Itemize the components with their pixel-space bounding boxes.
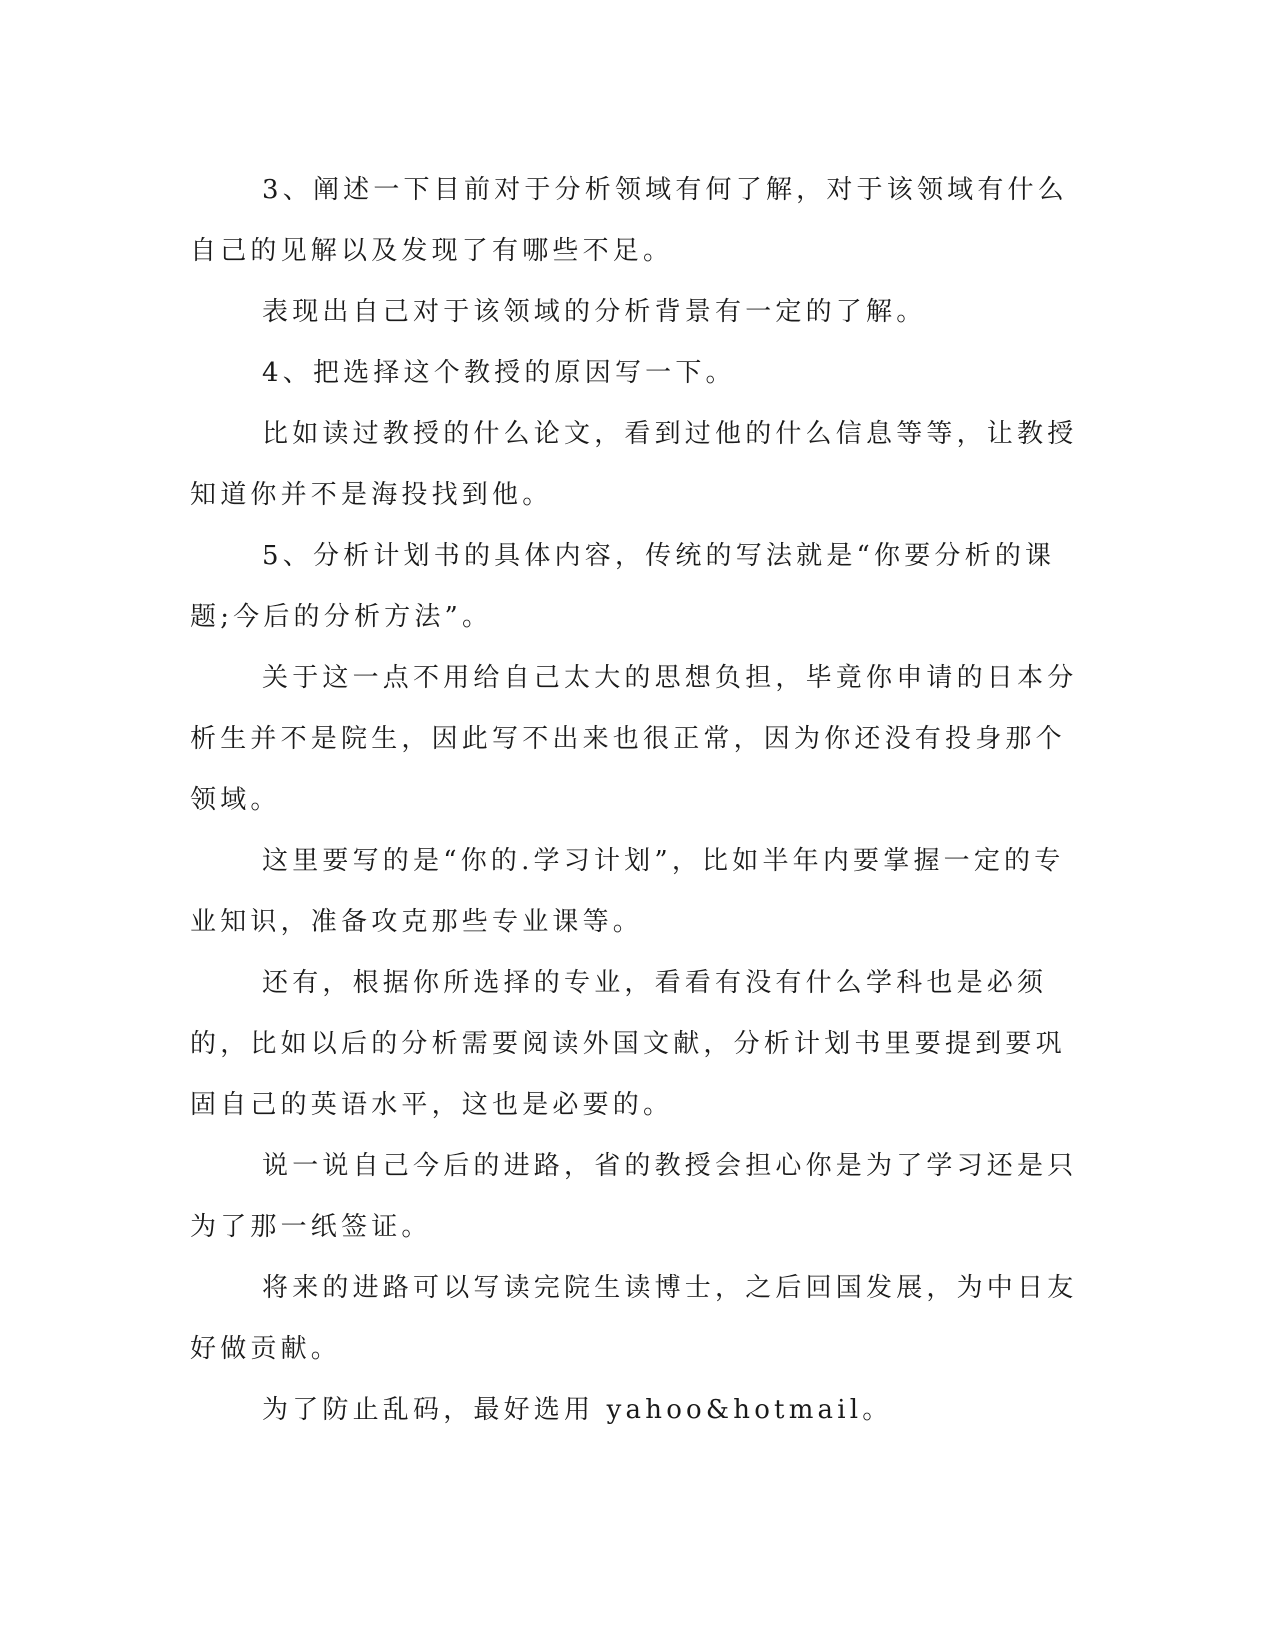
paragraph-point-3: 3、阐述一下目前对于分析领域有何了解，对于该领域有什么自己的见解以及发现了有哪些不足。: [190, 175, 1068, 266]
paragraph-email-tip: 为了防止乱码，最好选用 yahoo&hotmail。: [262, 1395, 893, 1425]
paragraph-point-4: 4、把选择这个教授的原因写一下。: [262, 358, 736, 388]
document-body: [190, 160, 1085, 1441]
paragraph-required-subjects: 还有，根据你所选择的专业，看看有没有什么学科也是必须的，比如以后的分析需要阅读外国文献，分析计划书里要提到要巩固自己的英语水平，这也是必要的。: [190, 968, 1066, 1120]
paragraph-future-path: 说一说自己今后的进路，省的教授会担心你是为了学习还是只为了那一纸签证。: [190, 1151, 1078, 1242]
paragraph-professor-reason: 比如读过教授的什么论文，看到过他的什么信息等等，让教授知道你并不是海投找到他。: [190, 419, 1078, 510]
paragraph-future-plan: 将来的进路可以写读完院生读博士，之后回国发展，为中日友好做贡献。: [190, 1273, 1078, 1364]
paragraph-point-5: 5、分析计划书的具体内容，传统的写法就是“你要分析的课题;今后的分析方法”。: [190, 541, 1056, 632]
paragraph-background: 表现出自己对于该领域的分析背景有一定的了解。: [262, 297, 927, 327]
paragraph-no-burden: 关于这一点不用给自己太大的思想负担，毕竟你申请的日本分析生并不是院生，因此写不出来也很正常，因为你还没有投身那个领域。: [190, 663, 1078, 815]
paragraph-study-plan: 这里要写的是“你的.学习计划”，比如半年内要掌握一定的专业知识，准备攻克那些专业课等。: [190, 846, 1065, 937]
